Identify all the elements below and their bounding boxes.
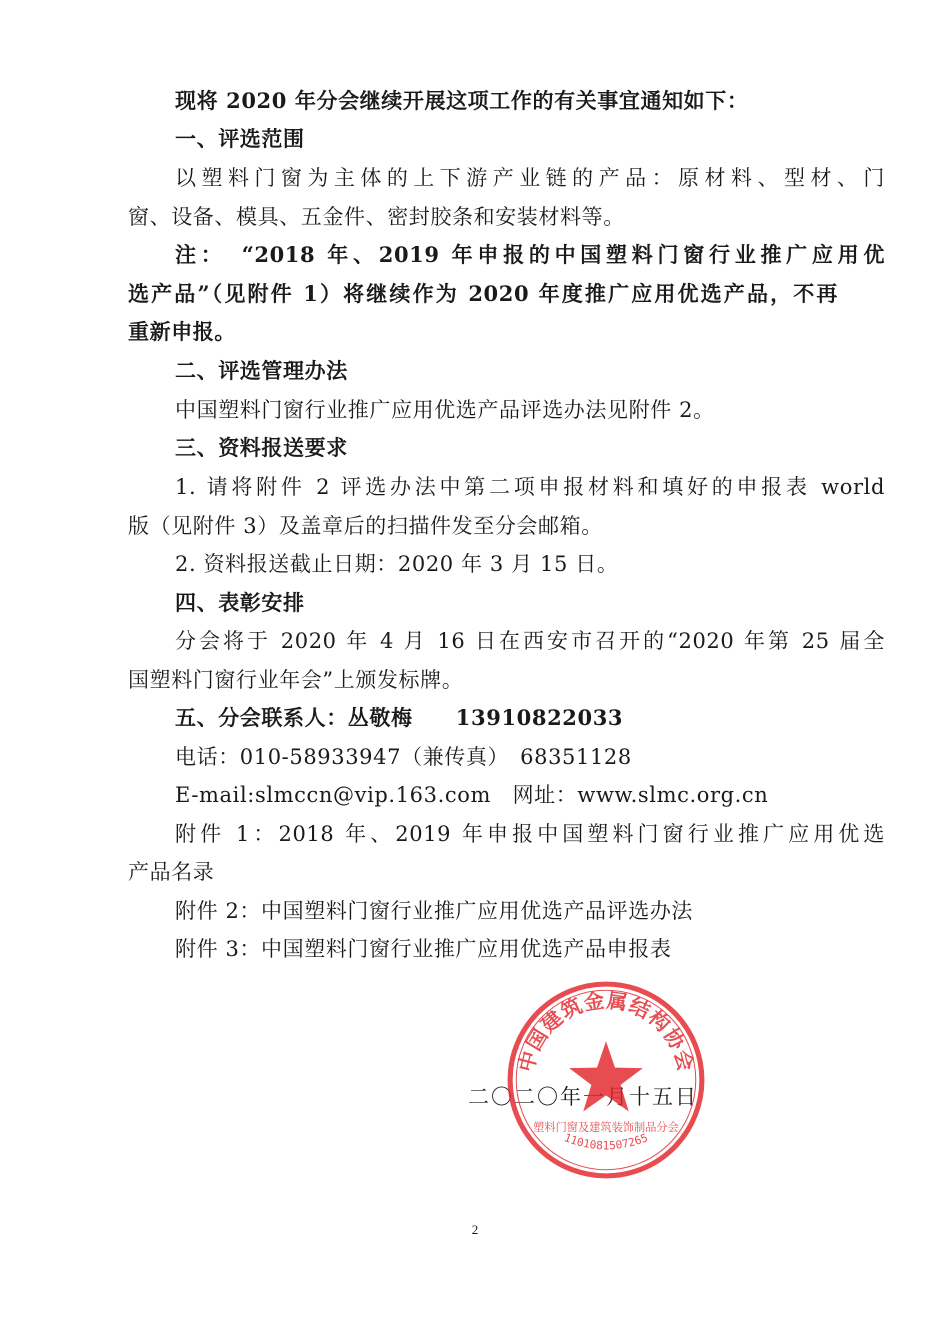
section3-heading: 三、资料报送要求 xyxy=(175,435,348,460)
section4-text-line-2: 国塑料门窗行业年会”上颁发标牌。 xyxy=(128,668,464,692)
contact-email-website: E-mail:slmccn@vip.163.com 网址：www.slmc.org.cn xyxy=(175,783,769,807)
seal-outer-text: 中国建筑金属结构协会 xyxy=(513,988,699,1075)
section2-heading: 二、评选管理办法 xyxy=(175,358,348,383)
section3-item2: 2. 资料报送截止日期：2020 年 3 月 15 日。 xyxy=(175,552,619,576)
section2-text: 中国塑料门窗行业推广应用优选产品评选办法见附件 2。 xyxy=(175,398,715,422)
note-line-1: 注： “2018 年、2019 年申报的中国塑料门窗行业推广应用优 xyxy=(175,242,885,267)
svg-text:1101081507265 xyxy=(562,1131,649,1152)
seal-star-icon xyxy=(569,1041,643,1111)
note-line-3: 重新申报。 xyxy=(128,319,236,344)
intro-line: 现将 2020 年分会继续开展这项工作的有关事宜通知如下： xyxy=(175,88,749,113)
section1-text-line-1: 以塑料门窗为主体的上下游产业链的产品：原材料、型材、门 xyxy=(175,166,885,190)
section5-heading: 五、分会联系人：丛敬梅 13910822033 xyxy=(175,705,624,730)
document-date: 二〇二〇年一月十五日 xyxy=(468,1085,698,1109)
attachment3: 附件 3：中国塑料门窗行业推广应用优选产品申报表 xyxy=(175,937,672,961)
page-number: 2 xyxy=(471,1222,479,1237)
section3-item1-line-1: 1. 请将附件 2 评选办法中第二项申报材料和填好的申报表 world xyxy=(175,475,885,499)
official-seal-icon xyxy=(504,978,708,1182)
attachment2: 附件 2：中国塑料门窗行业推广应用优选产品评选办法 xyxy=(175,899,694,923)
contact-phone: 电话：010-58933947（兼传真） 68351128 xyxy=(175,745,632,769)
section4-heading: 四、表彰安排 xyxy=(175,590,305,615)
section3-item1-line-2: 版（见附件 3）及盖章后的扫描件发至分会邮箱。 xyxy=(128,514,603,538)
attachment1-line-2: 产品名录 xyxy=(128,860,215,884)
seal-code: 1101081507265 xyxy=(562,1131,650,1153)
section1-text-line-2: 窗、设备、模具、五金件、密封胶条和安装材料等。 xyxy=(128,205,625,229)
section4-text-line-1: 分会将于 2020 年 4 月 16 日在西安市召开的“2020 年第 25 届全 xyxy=(175,629,885,653)
seal-inner-text: 塑料门窗及建筑装饰制品分会 xyxy=(533,1121,679,1134)
section1-heading: 一、评选范围 xyxy=(175,126,305,151)
attachment1-line-1: 附件 1：2018 年、2019 年申报中国塑料门窗行业推广应用优选 xyxy=(175,822,885,846)
note-line-2: 选产品”（见附件 1）将继续作为 2020 年度推广应用优选产品，不再 xyxy=(128,281,838,306)
